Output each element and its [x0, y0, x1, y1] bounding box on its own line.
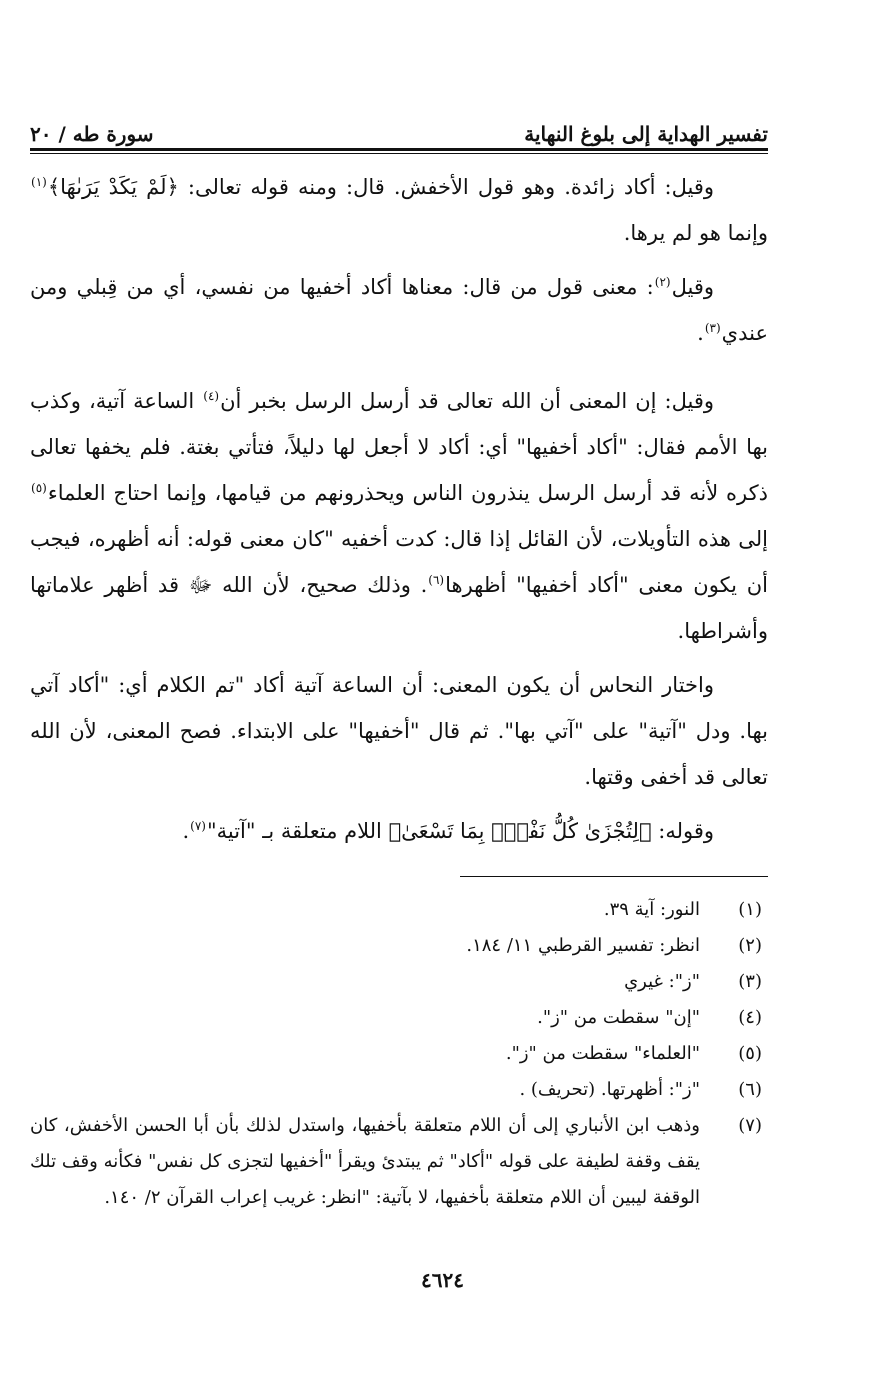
header-rule	[30, 148, 768, 151]
paragraph-3: وقيل: إن المعنى أن الله تعالى قد أرسل الرسل بخبر أن$^{(٤)}$ الساعة آتية، وكذب بها الأمم فقال: "أكاد أخفيها" أي: أكاد لا أجعل لها دليلاً، فتأتي بغتة. فلم يخفها تعالى ذكره لأنه قد أرسل الرسل ينذرون الناس ويحذرونهم من قيامها، وإنما احتاج العلماء$^{(٥)}$ إلى هذه التأويلات، لأن القائل إذا قال: كدت أخفيه "كان معنى قوله: أنه أظهره، فيجب أن يكون معنى "أكاد أخفيها" أظهرها$^{(٦)}$. وذلك صحيح، لأن الله ﷻ قد أظهر علاماتها وأشراطها.	[30, 389, 769, 643]
footnote-text: "ز": أظهرتها. (تحريف) .	[519, 1079, 700, 1100]
footnote-text: "العلماء" سقطت من "ز".	[505, 1043, 700, 1064]
quran-quote: ﴿لَمْ يَكَدْ يَرَىٰهَا﴾	[47, 175, 179, 199]
footnote-number: (٥)	[738, 1043, 762, 1064]
header-rule-thin	[30, 153, 768, 154]
paragraph-2: وقيل$^{(٢)}$: معنى قول من قال: معناها أكاد أخفيها من نفسي، أي من قِبلي ومن عندي$^{(٣)}$.	[30, 275, 768, 345]
book-title: تفسير الهداية إلى بلوغ النهاية	[524, 122, 768, 146]
footnote-separator	[460, 876, 768, 877]
footnote-item	[30, 1072, 768, 1108]
footnote-number: (٤)	[738, 1007, 762, 1028]
footnote-text: النور: آية ٣٩.	[603, 899, 700, 920]
footnote-text: انظر: تفسير القرطبي ١١/ ١٨٤.	[466, 935, 700, 956]
footnote-ref[interactable]: (٦)	[428, 573, 445, 587]
footnote-text: "إن" سقطت من "ز".	[537, 1007, 700, 1028]
footnote-ref[interactable]: (٢)	[654, 275, 671, 289]
paragraph-5: وقوله: ﴿لِتُجْزَىٰ كُلُّ نَفْسٍۭ بِمَا تَسْعَىٰ﴾ اللام متعلقة بـ "آتية"$^{(٧)}$.	[182, 819, 714, 843]
running-header	[30, 112, 768, 146]
footnote-item	[30, 1000, 768, 1036]
footnote-ref[interactable]: (٣)	[704, 321, 721, 335]
footnote-item	[30, 1036, 768, 1072]
footnote-number: (٦)	[738, 1079, 762, 1100]
paragraph-1: وقيل: أكاد زائدة. وهو قول الأخفش. قال: ومنه قوله تعالى: ﴿لَمْ يَكَدْ يَرَىٰهَا﴾$^{(١)}$ وإنما هو لم يرها.	[31, 175, 768, 245]
footnote-text: "ز": غيري	[624, 971, 700, 992]
footnote-ref[interactable]: (٤)	[203, 389, 220, 403]
footnote-text: وذهب ابن الأنباري إلى أن اللام متعلقة بأخفيها، واستدل لذلك بأن أبا الحسن الأخفش، كان يقف وقفة لطيفة على قوله "أكاد" ثم يبتدئ ويقرأ "أخفيها لتجزى كل نفس" فكأنه وقف تلك الوقفة ليبين أن اللام متعلقة بأخفيها، لا بآتية: "انظر: غريب إعراب القرآن ٢/ ١٤٠.	[30, 1115, 700, 1208]
footnote-number: (٧)	[738, 1115, 762, 1136]
footnotes	[30, 892, 768, 1216]
quran-quote: ﴿لِتُجْزَىٰ كُلُّ نَفْسٍۭ بِمَا تَسْعَىٰ﴾	[388, 819, 652, 843]
footnote-ref[interactable]: (٥)	[31, 481, 47, 495]
footnote-item	[30, 964, 768, 1000]
footnote-item	[30, 1108, 768, 1216]
footnote-ref[interactable]: (١)	[31, 175, 47, 189]
footnote-number: (١)	[738, 899, 762, 920]
main-text	[30, 164, 768, 862]
footnote-ref[interactable]: (٧)	[190, 819, 206, 833]
footnote-number: (٣)	[738, 971, 762, 992]
footnote-item	[30, 892, 768, 928]
paragraph-4: واختار النحاس أن يكون المعنى: أن الساعة آتية أكاد "تم الكلام أي: "أكاد آتي بها. ودل "آتية" على "آتي بها". ثم قال "أخفيها" على الابتداء. فصح المعنى، لأن الله تعالى قد أخفى وقتها.	[30, 673, 768, 789]
footnote-number: (٢)	[738, 935, 762, 956]
surah-reference: سورة طه / ٢٠	[30, 122, 154, 146]
page-number: ٤٦٢٤	[421, 1268, 464, 1292]
footnote-item	[30, 928, 768, 964]
